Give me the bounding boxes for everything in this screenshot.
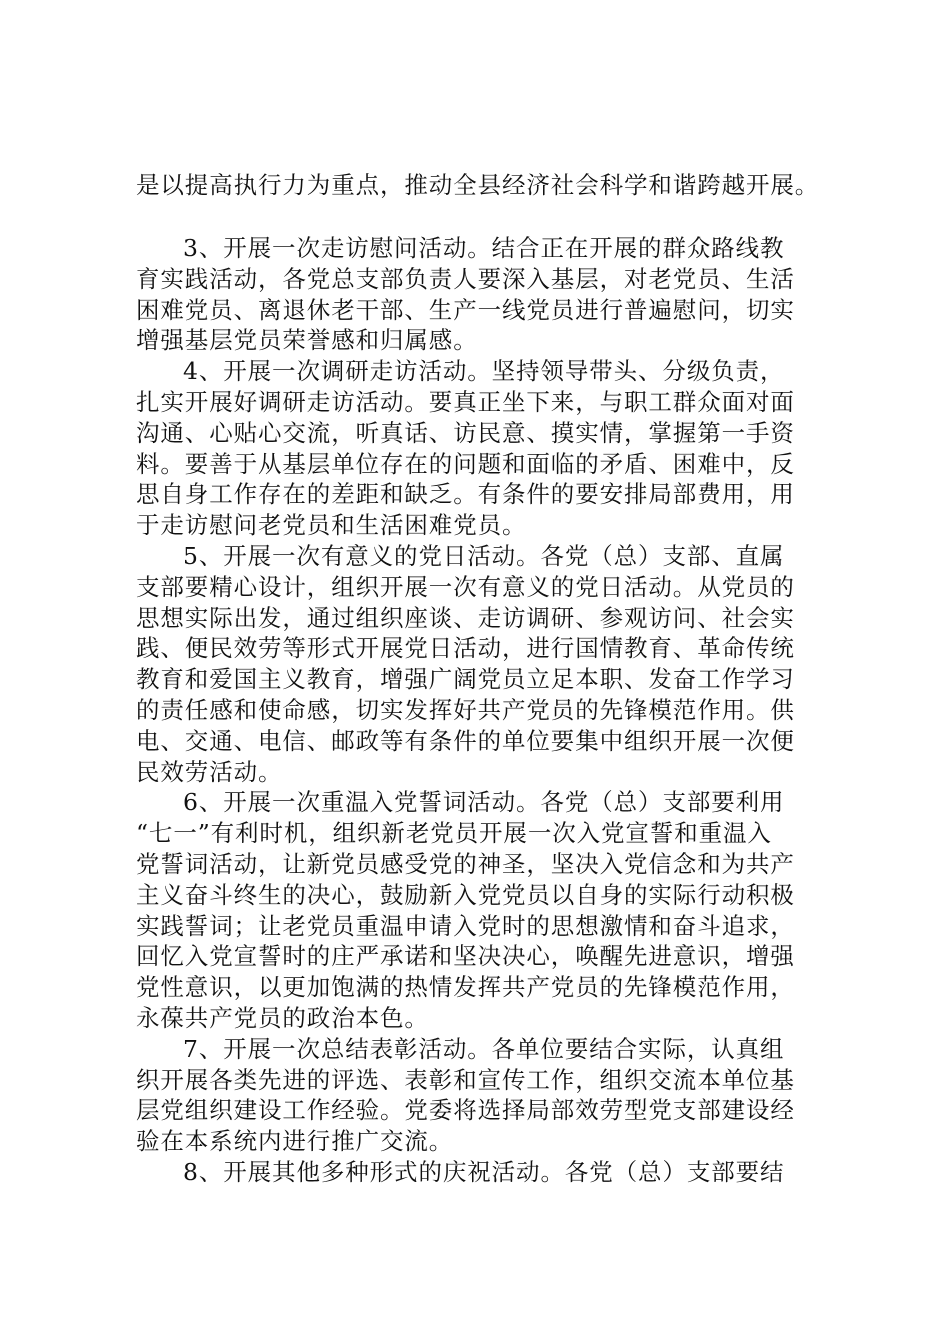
paragraph-line: 于走访慰问老党员和生活困难党员。	[136, 511, 527, 540]
paragraph-line: 的责任感和使命感，切实发挥好共产党员的先锋模范作用。供	[136, 695, 795, 724]
paragraph-line: 践、便民效劳等形式开展党日活动，进行国情教育、革命传统	[136, 634, 795, 663]
paragraph-line: 思想实际出发，通过组织座谈、走访调研、参观访问、社会实	[136, 603, 795, 632]
paragraph-line: 民效劳活动。	[136, 757, 283, 786]
paragraph-line: 困难党员、离退休老干部、生产一线党员进行普遍慰问，切实	[136, 295, 795, 324]
lead-paragraph	[136, 170, 826, 201]
paragraph-line: 永葆共产党员的政治本色。	[136, 1003, 429, 1032]
paragraph-line: 主义奋斗终生的决心，鼓励新入党党员以自身的实际行动积极	[136, 880, 795, 909]
paragraph-line: 育实践活动，各党总支部负责人要深入基层，对老党员、生活	[136, 264, 795, 293]
paragraph-line: 7、开展一次总结表彰活动。各单位要结合实际，认真组	[183, 1034, 785, 1063]
paragraph-line: 支部要精心设计，组织开展一次有意义的党日活动。从党员的	[136, 572, 795, 601]
paragraph-6	[136, 787, 826, 1033]
paragraph-line: 实践誓词；让老党员重温申请入党时的思想激情和奋斗追求，	[136, 911, 795, 940]
paragraph-line: 思自身工作存在的差距和缺乏。有条件的要安排局部费用，用	[136, 480, 795, 509]
paragraph-line: 党性意识，以更加饱满的热情发挥共产党员的先锋模范作用，	[136, 973, 795, 1002]
paragraph-line: 回忆入党宣誓时的庄严承诺和坚决决心，唤醒先进意识，增强	[136, 942, 795, 971]
paragraph-line: 层党组织建设工作经验。党委将选择局部效劳型党支部建设经	[136, 1096, 795, 1125]
paragraph-line: 织开展各类先进的评选、表彰和宣传工作，组织交流本单位基	[136, 1065, 795, 1094]
paragraph-line: 电、交通、电信、邮政等有条件的单位要集中组织开展一次便	[136, 726, 795, 755]
paragraph-line: 4、开展一次调研走访活动。坚持领导带头、分级负责，	[183, 357, 785, 386]
paragraph-4	[136, 356, 826, 541]
paragraph-line: 沟通、心贴心交流，听真话、访民意、摸实情，掌握第一手资	[136, 418, 795, 447]
paragraph-line: 扎实开展好调研走访活动。要真正坐下来，与职工群众面对面	[136, 387, 795, 416]
paragraph-line: “七一”有利时机，组织新老党员开展一次入党宣誓和重温入	[136, 819, 772, 848]
paragraph-line: 教育和爱国主义教育，增强广阔党员立足本职、发奋工作学习	[136, 665, 795, 694]
paragraph-7	[136, 1034, 826, 1157]
paragraph-line: 6、开展一次重温入党誓词活动。各党（总）支部要利用	[183, 788, 785, 817]
paragraph-5	[136, 541, 826, 787]
document-body	[136, 233, 826, 1188]
paragraph-line: 党誓词活动，让新党员感受党的神圣，坚决入党信念和为共产	[136, 849, 795, 878]
paragraph-line: 5、开展一次有意义的党日活动。各党（总）支部、直属	[183, 541, 785, 570]
paragraph-line: 3、开展一次走访慰问活动。结合正在开展的群众路线教	[183, 234, 785, 262]
lead-line: 是以提高执行力为重点，推动全县经济社会科学和谐跨越开展。	[136, 171, 820, 199]
paragraph-8	[136, 1157, 826, 1188]
paragraph-3	[136, 233, 826, 356]
paragraph-line: 8、开展其他多种形式的庆祝活动。各党（总）支部要结	[183, 1157, 785, 1186]
paragraph-line: 料。要善于从基层单位存在的问题和面临的矛盾、困难中，反	[136, 449, 795, 478]
paragraph-line: 增强基层党员荣誉感和归属感。	[136, 326, 478, 355]
paragraph-line: 验在本系统内进行推广交流。	[136, 1127, 454, 1156]
